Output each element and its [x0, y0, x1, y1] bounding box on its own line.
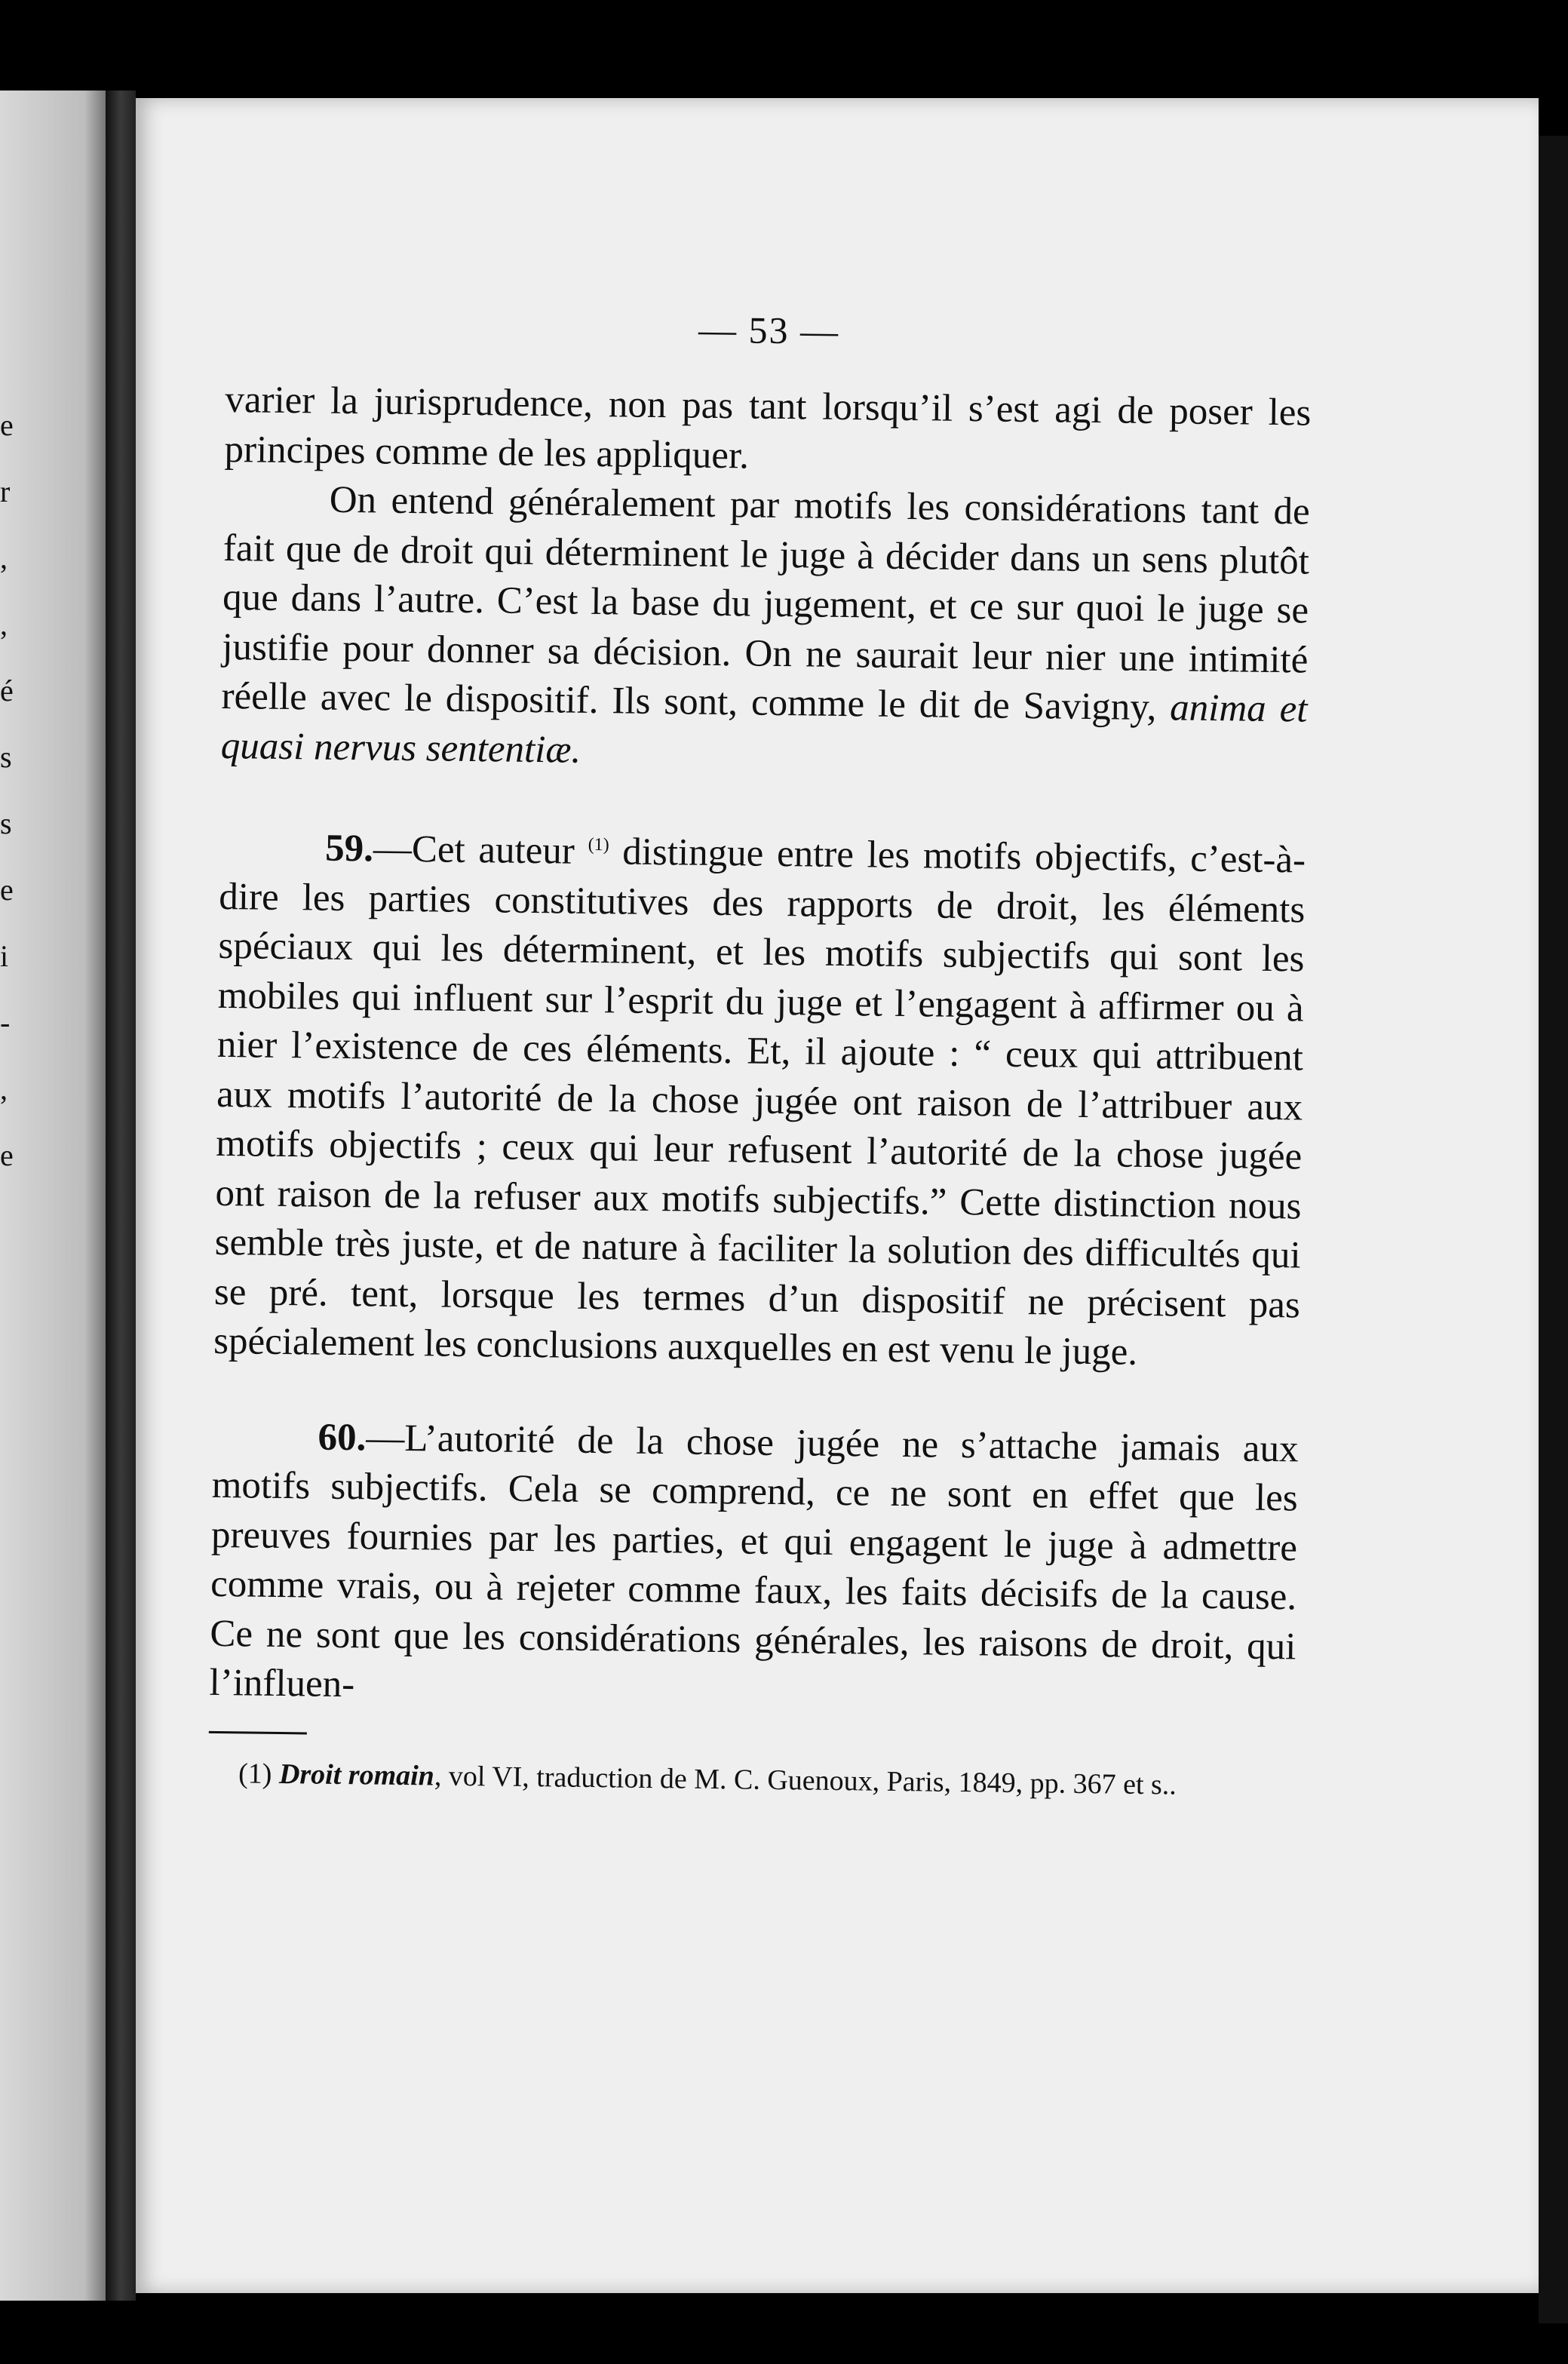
latin-quote: anima et quasi nervus sententiæ.: [220, 686, 1308, 772]
paragraph-continuation: [224, 376, 1311, 488]
section-number: 59.: [324, 827, 374, 870]
paragraph-text: distingue entre les motifs objectifs, c’est-à-dire les parties constitutives des rapports de droit, les éléments spéciaux qui les déterminent, et les motifs subjectifs qui sont les mobiles qui influent sur l’esprit du juge et l’engagent à affirmer ou à nier l’existence de ces éléments. Et, il ajoute : “ ceux qui attribuent aux motifs l’autorité de la chose jugée ont raison de l’attribuer aux motifs objectifs ; ceux qui leur refusent l’autorité de la chose jugée ont raison de la refuser aux motifs subjectifs.” Cette distinction nous semble très juste, et de nature à faciliter la solution des difficultés qui se pré. tent, lorsque les termes d’un dispositif ne précisent pas spécialement les conclusions auxquelles en est venu le juge.: [213, 830, 1306, 1374]
section-number: 60.: [318, 1416, 367, 1459]
left-margin-glyph: é: [0, 674, 14, 708]
left-margin-glyph: ,: [0, 541, 8, 575]
left-margin-glyph: s: [0, 806, 12, 840]
left-page-edge: [0, 91, 106, 2301]
left-margin-glyph: s: [0, 740, 12, 774]
left-margin-glyph: r: [0, 474, 11, 508]
footnote-title: Droit romain: [278, 1758, 435, 1792]
left-margin-glyph: e: [0, 408, 14, 442]
footnote-marker: (1): [238, 1757, 280, 1790]
paragraph-text: varier la jurisprudence, non pas tant lorsqu’il s’est agi de poser les principes comme de les appliquer.: [224, 378, 1312, 477]
book-gutter: [106, 91, 136, 2301]
right-background: [1539, 136, 1568, 2323]
page-number: — 53 —: [698, 308, 840, 352]
left-page-margin-text: [0, 392, 15, 1189]
left-margin-glyph: i: [0, 939, 9, 973]
left-margin-glyph: ,: [0, 607, 8, 641]
left-margin-glyph: e: [0, 1138, 14, 1172]
page-text-block: [208, 302, 1312, 1804]
footnote-text: , vol VI, traduction de M. C. Guenoux, Paris, 1849, pp. 367 et s..: [434, 1760, 1177, 1801]
footnote-divider: [209, 1730, 307, 1734]
paragraph-section-60: [209, 1411, 1299, 1721]
left-margin-glyph: e: [0, 873, 14, 907]
left-margin-glyph: ,: [0, 1072, 8, 1106]
left-margin-glyph: -: [0, 1005, 11, 1039]
paragraph-text: —L’autorité de la chose jugée ne s’attache jamais aux motifs subjectifs. Cela se comprend, ce ne sont en effet que les preuves fournies par les parties, et qui engagent le juge à admettre comme vrais, ou à rejeter comme faux, les faits décisifs de la cause. Ce ne sont que les considérations générales, les raisons de droit, qui l’influen-: [209, 1416, 1299, 1706]
paragraph-text: —Cet auteur: [373, 827, 588, 873]
paragraph-section-59: [213, 816, 1306, 1380]
paragraph-motifs-definition: [220, 474, 1310, 784]
paragraph-text: On entend généralement par motifs les considérations tant de fait que de droit qui déterminent le juge à décider dans un sens plutôt que dans l’autre. C’est la base du jugement, et ce sur quoi le juge se justifie pour donner sa décision. On ne saurait leur nier une intimité réelle avec le dispositif. Ils sont, comme le dit de Savigny,: [221, 478, 1311, 729]
footnote-reference: (1): [588, 834, 609, 855]
